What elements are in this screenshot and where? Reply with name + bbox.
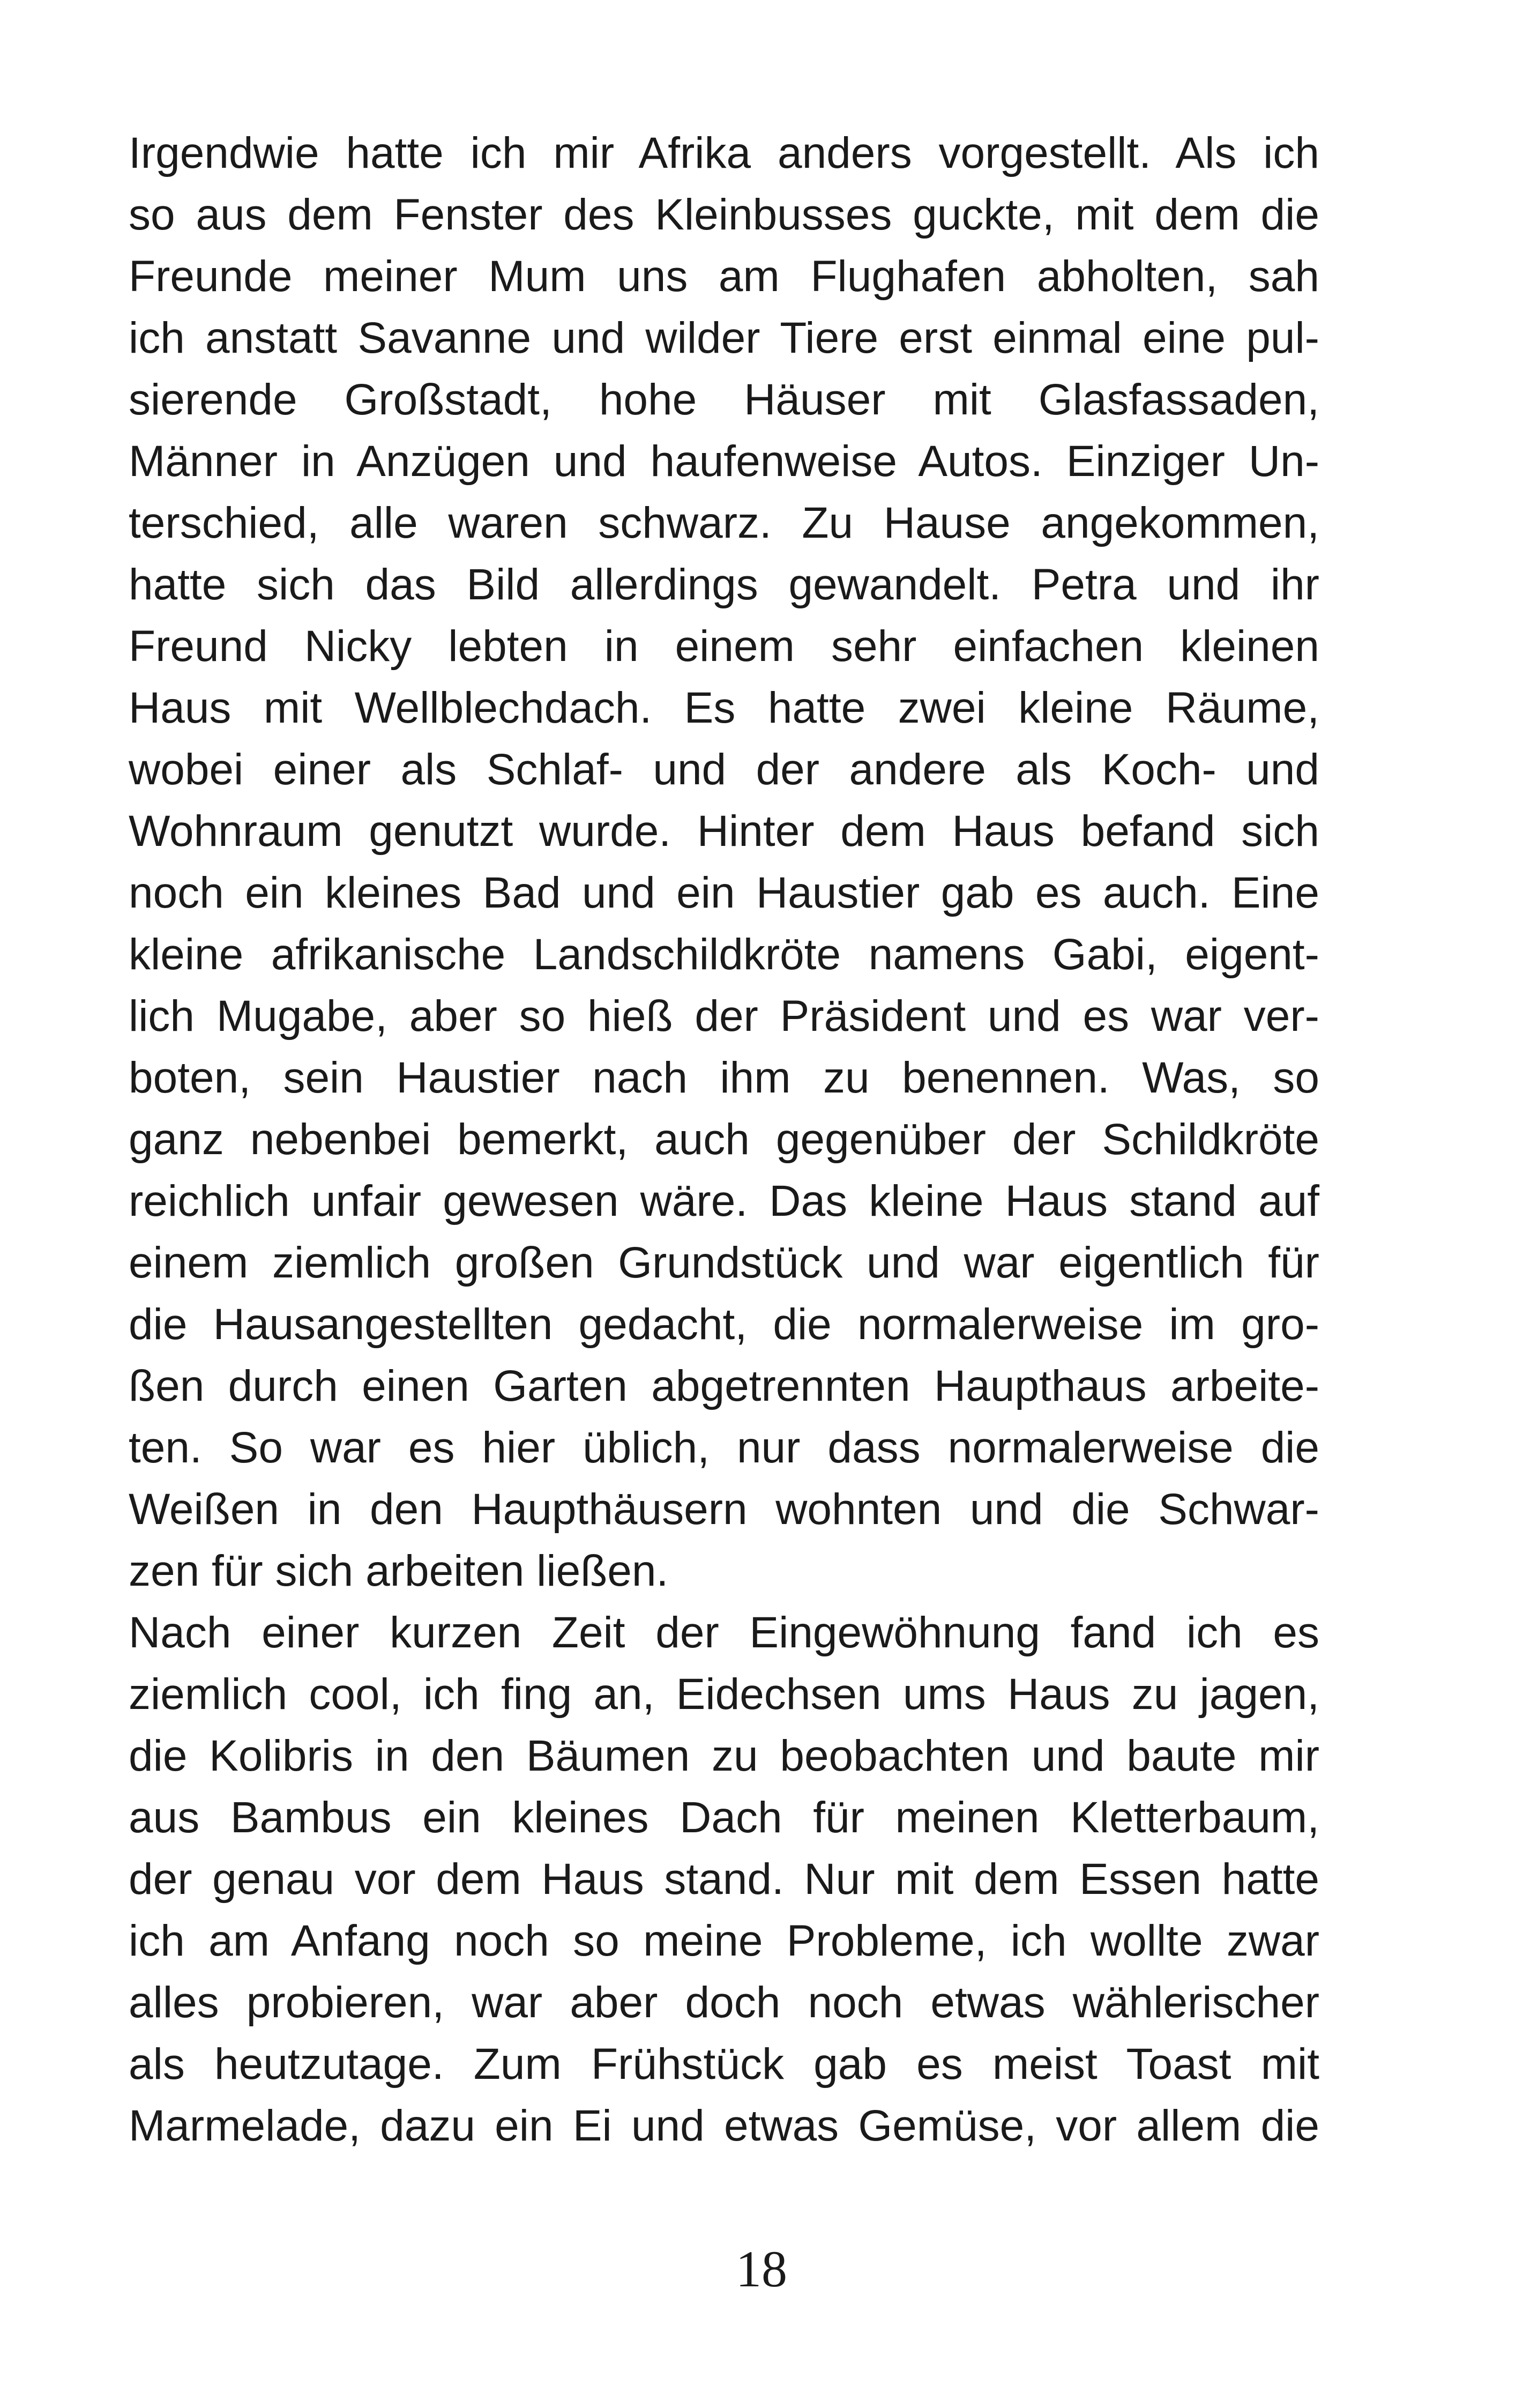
text-line: noch ein kleines Bad und ein Haustier gab es auch. Eine: [129, 868, 1319, 917]
text-line: Nach einer kurzen Zeit der Eingewöhnung fand ich es: [129, 1608, 1319, 1657]
text-line: so aus dem Fenster des Kleinbusses guckte, mit dem die: [129, 190, 1319, 239]
text-line: der genau vor dem Haus stand. Nur mit dem Essen hatte: [129, 1855, 1319, 1904]
text-line: terschied, alle waren schwarz. Zu Hause angekommen,: [129, 499, 1319, 547]
text-line: ten. So war es hier üblich, nur dass normalerweise die: [129, 1423, 1319, 1472]
text-line: wobei einer als Schlaf- und der andere als Koch- und: [129, 745, 1319, 794]
text-line: lich Mugabe, aber so hieß der Präsident und es war ver-: [129, 992, 1319, 1041]
text-line: Wohnraum genutzt wurde. Hinter dem Haus befand sich: [129, 807, 1319, 856]
text-line: ganz nebenbei bemerkt, auch gegenüber der Schildkröte: [129, 1115, 1319, 1164]
text-line: ziemlich cool, ich fing an, Eidechsen ums Haus zu jagen,: [129, 1670, 1319, 1719]
text-line: einem ziemlich großen Grundstück und war eigentlich für: [129, 1238, 1319, 1287]
text-line: alles probieren, war aber doch noch etwas wählerischer: [129, 1978, 1319, 2027]
text-line: die Hausangestellten gedacht, die normalerweise im gro-: [129, 1300, 1319, 1349]
text-line: Marmelade, dazu ein Ei und etwas Gemüse, vor allem die: [129, 2101, 1319, 2150]
text-line: Weißen in den Haupthäusern wohnten und die Schwar-: [129, 1485, 1319, 1534]
text-line: hatte sich das Bild allerdings gewandelt. Petra und ihr: [129, 560, 1319, 609]
text-line: als heutzutage. Zum Frühstück gab es meist Toast mit: [129, 2040, 1319, 2089]
text-line: Irgendwie hatte ich mir Afrika anders vorgestellt. Als ich: [129, 129, 1319, 177]
text-line: Haus mit Wellblechdach. Es hatte zwei kleine Räume,: [129, 683, 1319, 732]
text-line: aus Bambus ein kleines Dach für meinen Kletterbaum,: [129, 1793, 1319, 1842]
text-line: Männer in Anzügen und haufenweise Autos. Einziger Un-: [129, 437, 1319, 486]
text-line: kleine afrikanische Landschildkröte namens Gabi, eigent-: [129, 930, 1319, 979]
text-line: sierende Großstadt, hohe Häuser mit Glasfassaden,: [129, 375, 1319, 424]
text-line: ßen durch einen Garten abgetrennten Haupthaus arbeite-: [129, 1362, 1319, 1410]
body-text: [129, 122, 1319, 2157]
text-line: reichlich unfair gewesen wäre. Das kleine Haus stand auf: [129, 1177, 1319, 1225]
text-line: ich anstatt Savanne und wilder Tiere erst einmal eine pul-: [129, 314, 1319, 362]
text-line: Freund Nicky lebten in einem sehr einfachen kleinen: [129, 622, 1319, 671]
text-line: zen für sich arbeiten ließen.: [129, 1547, 669, 1595]
text-line: Freunde meiner Mum uns am Flughafen abholten, sah: [129, 252, 1319, 301]
page-number: 18: [736, 2240, 787, 2298]
text-line: boten, sein Haustier nach ihm zu benennen. Was, so: [129, 1053, 1319, 1102]
text-line: die Kolibris in den Bäumen zu beobachten und baute mir: [129, 1731, 1319, 1780]
text-line: ich am Anfang noch so meine Probleme, ich wollte zwar: [129, 1916, 1319, 1965]
